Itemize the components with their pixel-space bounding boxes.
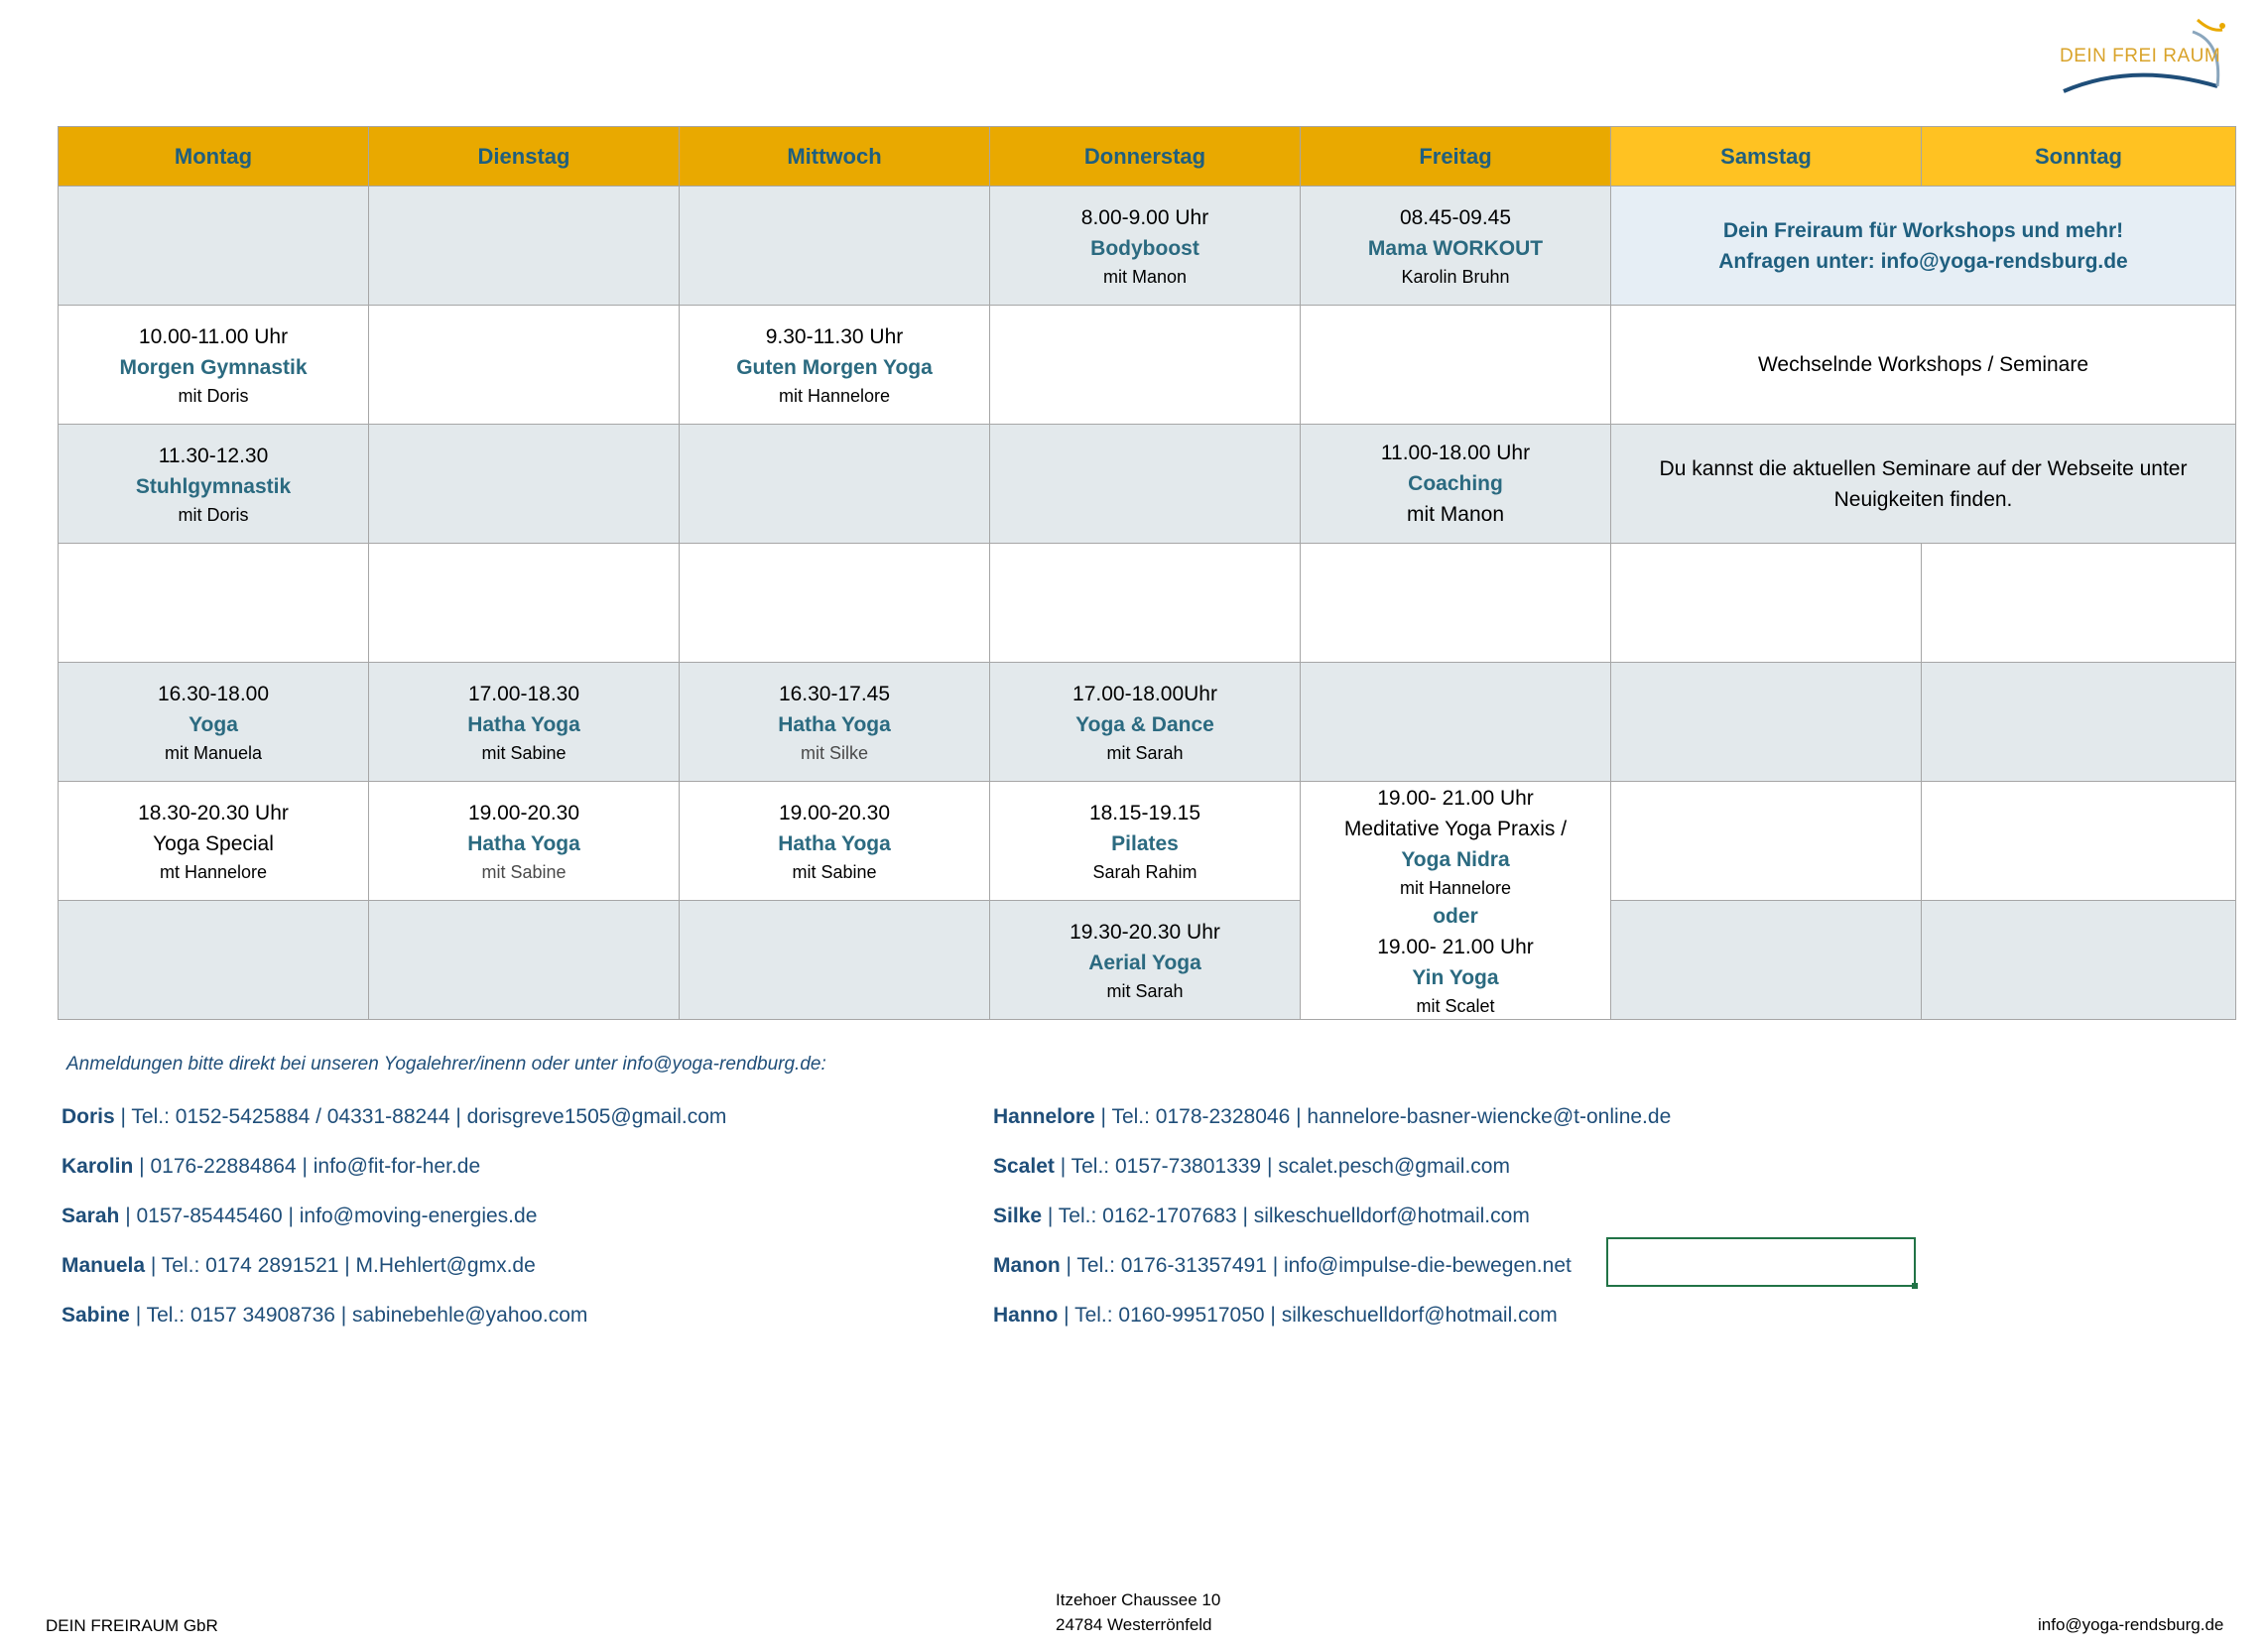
course-cell[interactable] (59, 425, 369, 544)
course-time: 16.30-18.00 (157, 682, 270, 705)
cell-empty[interactable] (1301, 306, 1611, 425)
course-time: 19.00-20.30 (778, 801, 891, 824)
course-cell[interactable] (1301, 425, 1611, 544)
course-name: Yoga (189, 712, 238, 736)
cell-empty[interactable] (59, 901, 369, 1020)
schedule-row (59, 901, 2236, 1020)
course-cell[interactable] (59, 782, 369, 901)
course-cell[interactable] (680, 782, 990, 901)
logo (2044, 12, 2232, 101)
contact-details: | Tel.: 0174 2891521 | M.Hehlert@gmx.de (145, 1254, 536, 1277)
weekend-workshops-text: Wechselnde Workshops / Seminare (1757, 353, 2089, 376)
course-teacher: mit Manuela (164, 742, 263, 763)
course-time: 19.30-20.30 Uhr (1070, 920, 1220, 944)
contact-details: | Tel.: 0160-99517050 | silkeschuelldorf@hotmail.com (1058, 1304, 1558, 1327)
schedule-table (58, 126, 2236, 1020)
course-cell[interactable] (990, 187, 1301, 306)
course-cell[interactable] (990, 901, 1301, 1020)
weekend-workshops-cell[interactable] (1611, 306, 2236, 425)
contact-details: | 0176-22884864 | info@fit-for-her.de (133, 1155, 481, 1178)
cell-empty[interactable] (59, 187, 369, 306)
contact-manon (993, 1254, 1572, 1278)
contact-details: | Tel.: 0162-1707683 | silkeschuelldorf@hotmail.com (1042, 1204, 1530, 1227)
course-cell[interactable] (59, 663, 369, 782)
cell-empty[interactable] (1611, 663, 1922, 782)
weekend-seminar-line1: Du kannst die aktuellen Seminare auf der Webseite unter (1659, 456, 2188, 480)
course-cell[interactable] (990, 663, 1301, 782)
schedule-row (59, 425, 2236, 544)
course-time: 16.30-17.45 (778, 682, 891, 705)
day-header-wednesday: Mittwoch (680, 127, 990, 187)
contact-scalet (993, 1155, 1510, 1179)
contact-sarah (62, 1204, 537, 1228)
course-or-label: oder (1433, 904, 1478, 928)
day-header-thursday: Donnerstag (990, 127, 1301, 187)
contact-hanno (993, 1304, 1558, 1328)
course-time: 08.45-09.45 (1399, 205, 1512, 229)
cell-empty[interactable] (1922, 544, 2236, 663)
course-time: 11.00-18.00 Uhr (1380, 442, 1531, 464)
course-teacher: mt Hannelore (159, 861, 268, 882)
course-teacher: mit Doris (178, 385, 249, 406)
course-teacher: mit Sabine (481, 742, 567, 763)
footer-street: Itzehoer Chaussee 10 (1056, 1590, 1221, 1609)
contact-name: Doris (62, 1105, 115, 1128)
cell-empty[interactable] (59, 544, 369, 663)
course-name: Mama WORKOUT (1367, 236, 1544, 260)
course-name: Bodyboost (1090, 236, 1199, 260)
course-time: 18.30-20.30 Uhr (138, 801, 289, 824)
course-cell[interactable] (369, 663, 680, 782)
day-header-friday: Freitag (1301, 127, 1611, 187)
course-name: Pilates (1111, 831, 1179, 855)
selected-cell-box[interactable] (1606, 1237, 1916, 1287)
course-name: Hatha Yoga (778, 712, 891, 736)
weekend-seminar-line2: Neuigkeiten finden. (1833, 487, 2013, 511)
weekend-info-line2: Anfragen unter: info@yoga-rendsburg.de (1718, 249, 2128, 273)
footer-company: DEIN FREIRAUM GbR (46, 1616, 218, 1635)
contact-manuela (62, 1254, 536, 1278)
cell-empty[interactable] (1922, 901, 2236, 1020)
course-name: Morgen Gymnastik (119, 355, 308, 379)
contact-hannelore (993, 1105, 1671, 1129)
course-cell[interactable] (1301, 187, 1611, 306)
course-teacher: mit Sarah (1106, 980, 1184, 1001)
contact-details: | Tel.: 0157-73801339 | scalet.pesch@gmail.com (1054, 1155, 1510, 1178)
course-cell[interactable] (990, 782, 1301, 901)
course-cell[interactable] (680, 663, 990, 782)
course-name: Yoga & Dance (1075, 712, 1214, 736)
contact-details: | Tel.: 0176-31357491 | info@impulse-die-bewegen.net (1060, 1254, 1572, 1277)
contact-name: Sabine (62, 1304, 130, 1327)
contact-details: | Tel.: 0178-2328046 | hannelore-basner-wiencke@t-online.de (1094, 1105, 1672, 1128)
course-teacher: mit Sabine (792, 861, 877, 882)
contact-details: | 0157-85445460 | info@moving-energies.de (119, 1204, 538, 1227)
course-teacher: mit Hannelore (778, 385, 891, 406)
cell-empty[interactable] (369, 187, 680, 306)
cell-empty[interactable] (1611, 782, 1922, 901)
course-name: Hatha Yoga (467, 831, 580, 855)
course-teacher: mit Scalet (1416, 995, 1495, 1016)
day-header-saturday: Samstag (1611, 127, 1922, 187)
cell-empty[interactable] (680, 544, 990, 663)
schedule-row (59, 187, 2236, 306)
day-header-tuesday: Dienstag (369, 127, 680, 187)
fill-handle[interactable] (1912, 1283, 1918, 1289)
course-cell[interactable] (59, 306, 369, 425)
course-teacher: Sarah Rahim (1092, 861, 1197, 882)
cell-empty[interactable] (1611, 544, 1922, 663)
course-teacher: mit Sarah (1106, 742, 1184, 763)
course-teacher: mit Doris (178, 504, 249, 525)
course-teacher: mit Sabine (481, 861, 567, 882)
contact-name: Hanno (993, 1304, 1059, 1327)
course-name: Hatha Yoga (778, 831, 891, 855)
course-name: Coaching (1408, 472, 1503, 495)
cell-empty[interactable] (680, 425, 990, 544)
course-cell-evening-friday[interactable] (1301, 782, 1611, 1020)
contact-details: | Tel.: 0152-5425884 / 04331-88244 | dorisgreve1505@gmail.com (114, 1105, 727, 1128)
course-cell[interactable] (369, 782, 680, 901)
contact-doris (62, 1105, 726, 1129)
contact-name: Manon (993, 1254, 1061, 1277)
contact-name: Manuela (62, 1254, 146, 1277)
contact-name: Sarah (62, 1204, 120, 1227)
contact-name: Silke (993, 1204, 1043, 1227)
cell-empty[interactable] (990, 306, 1301, 425)
cell-empty[interactable] (369, 544, 680, 663)
course-teacher: mit Hannelore (1399, 877, 1512, 898)
schedule-row (59, 663, 2236, 782)
cell-empty[interactable] (680, 187, 990, 306)
course-name: Meditative Yoga Praxis / (1343, 817, 1568, 840)
course-name: Yoga Special (153, 831, 274, 855)
cell-empty[interactable] (369, 901, 680, 1020)
course-time: 19.00- 21.00 Uhr (1377, 935, 1534, 958)
course-time: 17.00-18.30 (467, 682, 580, 705)
cell-empty[interactable] (369, 425, 680, 544)
cell-empty[interactable] (1922, 663, 2236, 782)
contact-silke (993, 1204, 1530, 1228)
course-name: Yoga Nidra (1401, 847, 1510, 871)
weekend-info-cell[interactable] (1611, 187, 2236, 306)
course-name: Stuhlgymnastik (135, 474, 292, 498)
course-teacher: mit Manon (1406, 503, 1505, 526)
contact-sabine (62, 1304, 587, 1328)
course-time: 18.15-19.15 (1088, 801, 1201, 824)
schedule-row (59, 544, 2236, 663)
weekend-info-line1: Dein Freiraum für Workshops und mehr! (1722, 218, 2124, 242)
course-time: 17.00-18.00Uhr (1072, 682, 1217, 705)
cell-empty[interactable] (990, 425, 1301, 544)
course-time: 8.00-9.00 Uhr (1080, 205, 1209, 229)
cell-empty[interactable] (1301, 663, 1611, 782)
course-time: 9.30-11.30 Uhr (765, 324, 904, 348)
day-header-monday: Montag (59, 127, 369, 187)
course-cell[interactable] (680, 306, 990, 425)
logo-text: DEIN FREI RAUM (2060, 46, 2221, 66)
schedule-row (59, 782, 2236, 901)
course-teacher: Karolin Bruhn (1401, 266, 1510, 287)
course-name: Hatha Yoga (467, 712, 580, 736)
cell-empty[interactable] (1922, 782, 2236, 901)
cell-empty[interactable] (1301, 544, 1611, 663)
course-time: 10.00-11.00 Uhr (138, 324, 289, 348)
day-header-sunday: Sonntag (1922, 127, 2236, 187)
course-teacher: mit Manon (1102, 266, 1188, 287)
cell-empty[interactable] (680, 901, 990, 1020)
course-name: Guten Morgen Yoga (736, 355, 933, 379)
course-teacher: mit Silke (800, 742, 868, 763)
contact-name: Karolin (62, 1155, 134, 1178)
contact-details: | Tel.: 0157 34908736 | sabinebehle@yahoo.com (129, 1304, 588, 1327)
contact-name: Scalet (993, 1155, 1055, 1178)
course-time: 19.00-20.30 (467, 801, 580, 824)
course-time: 11.30-12.30 (158, 444, 269, 467)
footer-city: 24784 Westerrönfeld (1056, 1615, 1212, 1634)
cell-empty[interactable] (369, 306, 680, 425)
course-time: 19.00- 21.00 Uhr (1377, 786, 1534, 810)
cell-empty[interactable] (990, 544, 1301, 663)
footer-email: info@yoga-rendsburg.de (2038, 1615, 2224, 1634)
cell-empty[interactable] (1611, 901, 1922, 1020)
header-row (59, 127, 2236, 187)
registration-intro: Anmeldungen bitte direkt bei unseren Yogalehrer/inenn oder unter info@yoga-rendburg.de: (66, 1054, 826, 1075)
contact-name: Hannelore (993, 1105, 1095, 1128)
schedule-row (59, 306, 2236, 425)
course-name: Yin Yoga (1412, 965, 1499, 989)
contact-karolin (62, 1155, 480, 1179)
course-name: Aerial Yoga (1088, 951, 1201, 974)
weekend-seminar-cell[interactable] (1611, 425, 2236, 544)
